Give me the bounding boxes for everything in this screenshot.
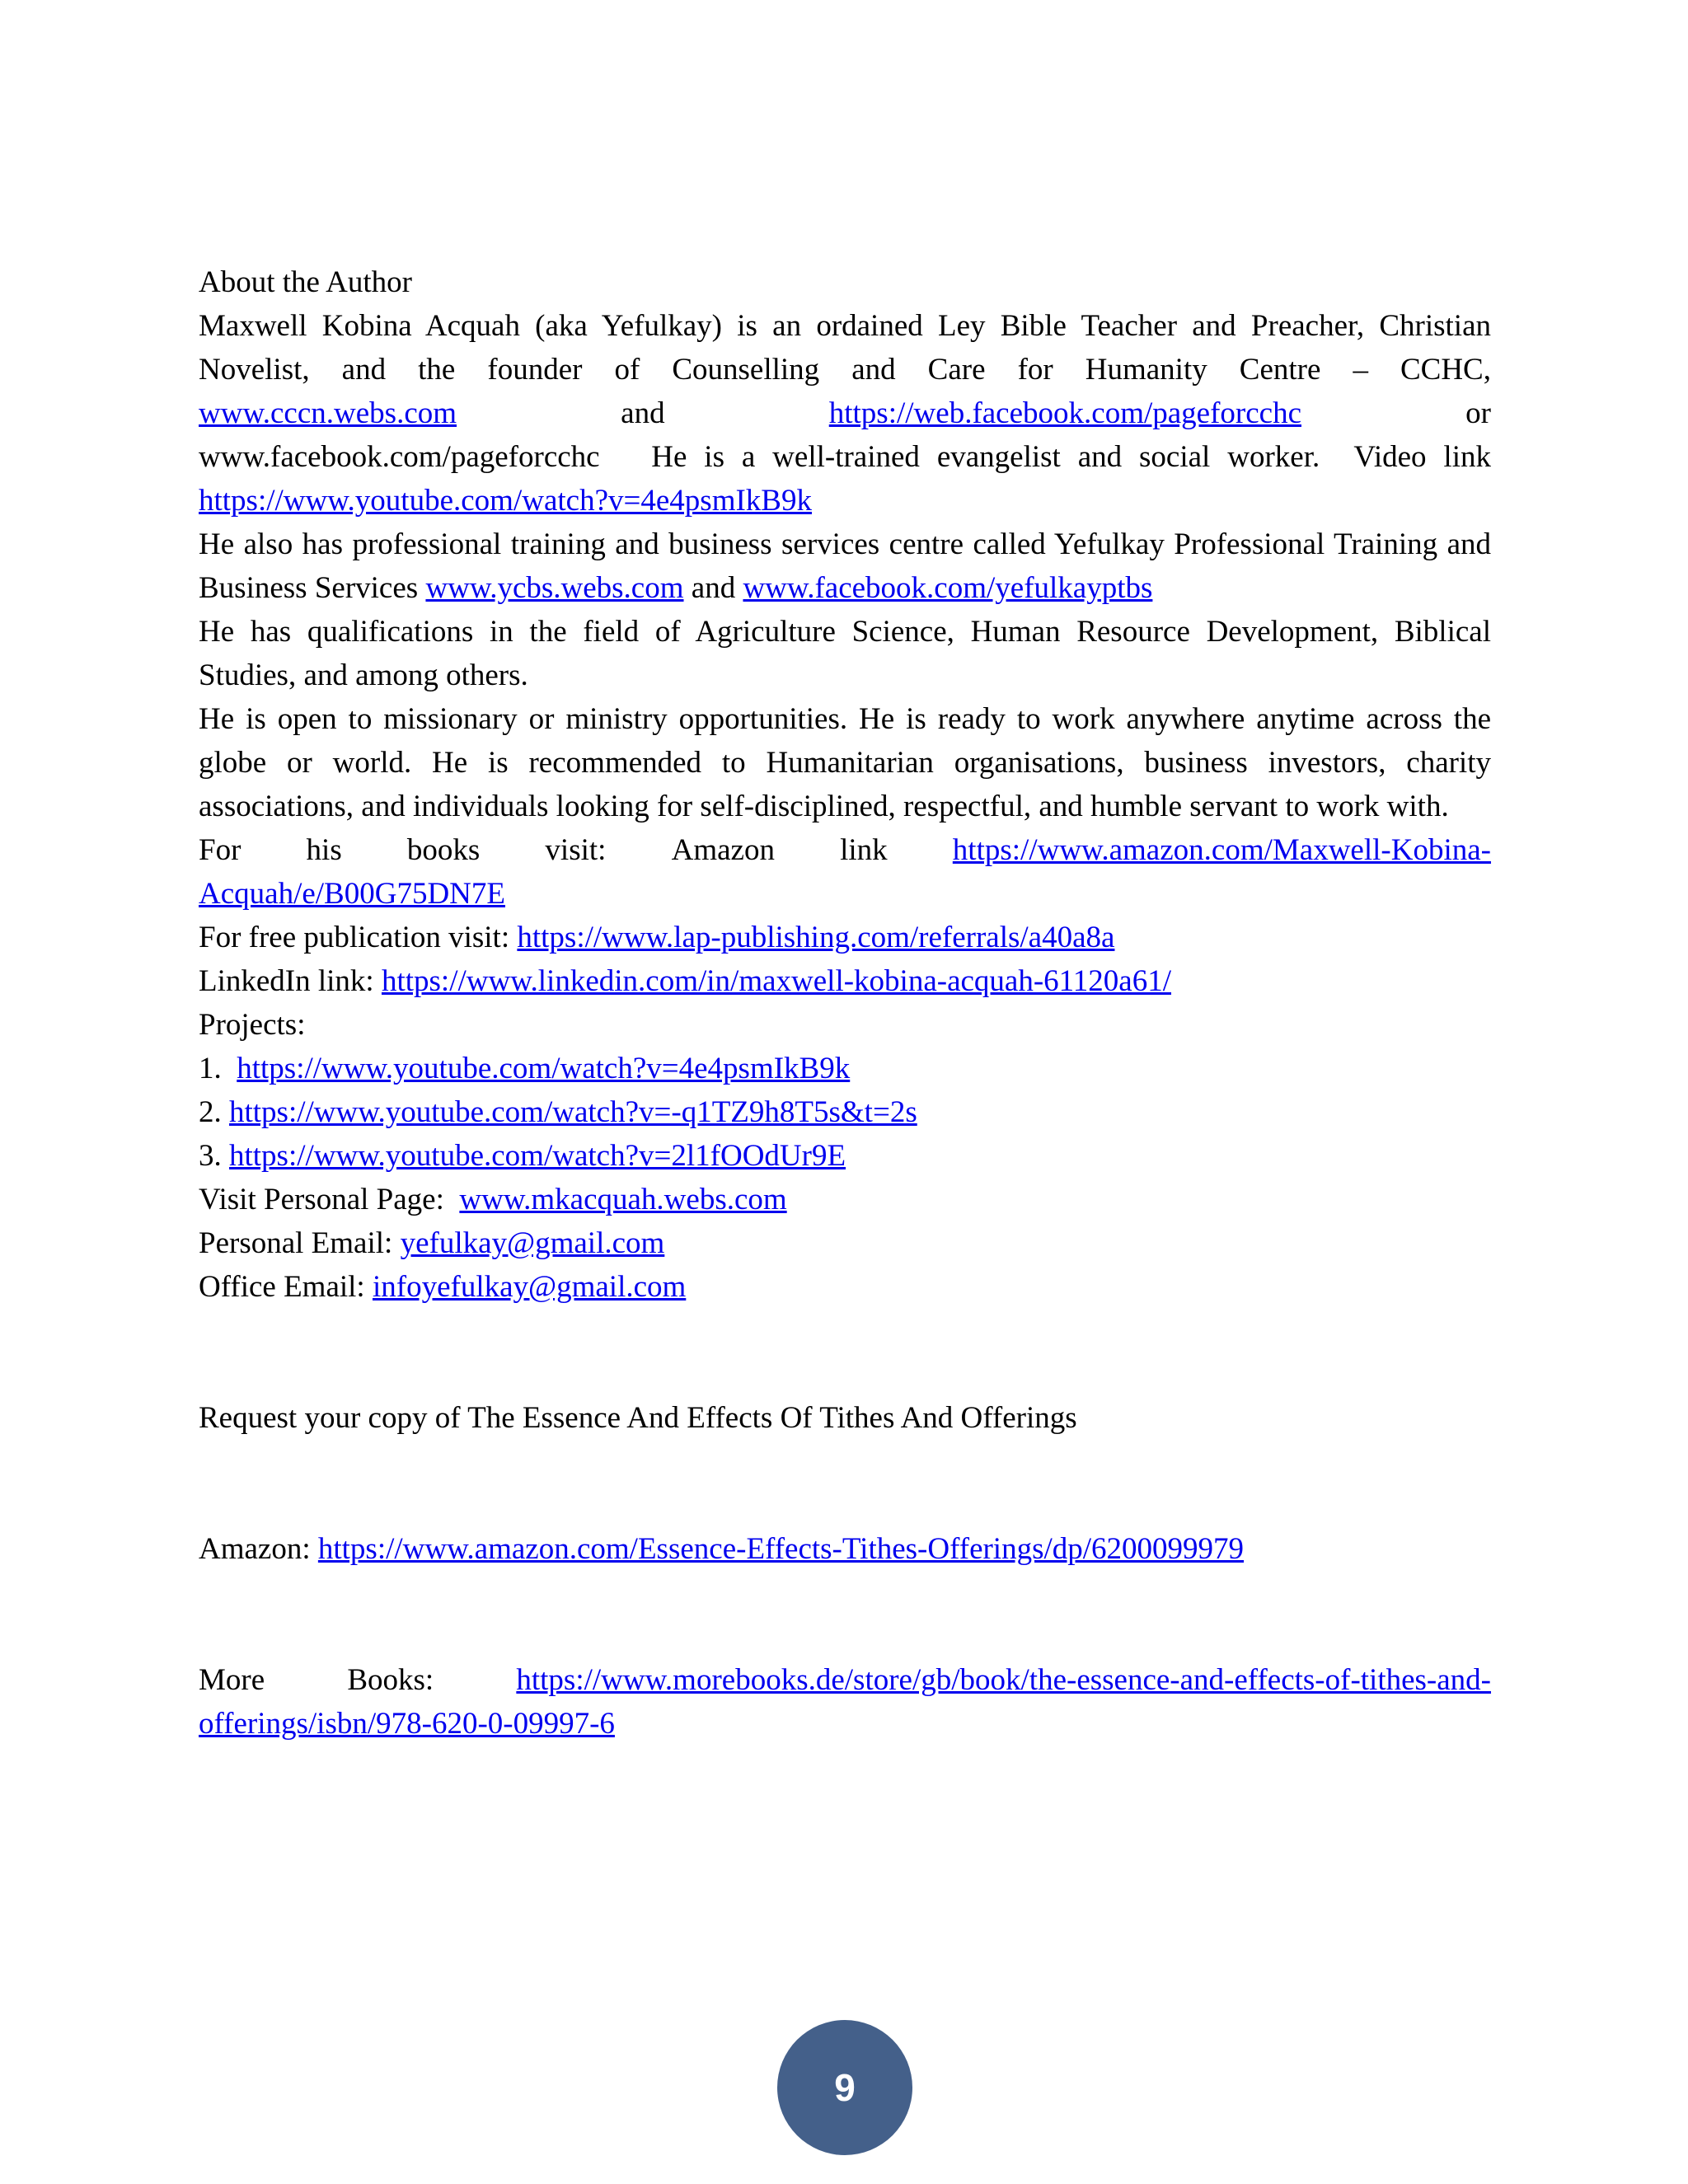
office-email-link[interactable]: infoyefulkay@gmail.com bbox=[372, 1270, 687, 1304]
cccn-link[interactable]: www.cccn.webs.com bbox=[199, 396, 457, 430]
linkedin-line bbox=[199, 959, 1491, 1003]
paragraph-text: He also has professional training and business services centre called Yefulkay Professional Training and Business Services bbox=[199, 527, 1491, 605]
video-link-line bbox=[199, 479, 1491, 523]
author-paragraph-1b bbox=[199, 435, 1491, 479]
amazon-book-line bbox=[199, 1527, 1491, 1571]
books-word: his bbox=[306, 833, 342, 867]
paragraph-text: Maxwell Kobina Acquah (aka Yefulkay) is an ordained Ley Bible Teacher and Preacher, Christian Novelist, and the founder of Counselling and Care for Humanity Centre – CCHC, bbox=[199, 309, 1491, 387]
project-link-3[interactable]: https://www.youtube.com/watch?v=2l1fOOdUr9E bbox=[229, 1139, 846, 1173]
amazon-book-link[interactable]: https://www.amazon.com/Essence-Effects-Tithes-Offerings/dp/6200099979 bbox=[317, 1532, 1245, 1566]
ycbs-link[interactable]: www.ycbs.webs.com bbox=[425, 571, 684, 605]
books-word: For bbox=[199, 833, 241, 867]
page-number-badge bbox=[777, 2020, 912, 2155]
morebooks-link-cont[interactable]: offerings/isbn/978-620-0-09997-6 bbox=[199, 1707, 615, 1741]
project-number: 3. bbox=[199, 1139, 229, 1173]
office-email-label: Office Email: bbox=[199, 1270, 373, 1304]
free-publication-line bbox=[199, 916, 1491, 959]
project-item bbox=[199, 1090, 1491, 1134]
youtube-video-link[interactable]: https://www.youtube.com/watch?v=4e4psmIkB9k bbox=[199, 484, 812, 518]
and-text: and bbox=[621, 396, 665, 430]
personal-page-line bbox=[199, 1178, 1491, 1221]
more-books-word: More bbox=[199, 1663, 265, 1697]
spacer bbox=[199, 1571, 1491, 1658]
linkedin-link[interactable]: https://www.linkedin.com/in/maxwell-kobina-acquah-61120a61/ bbox=[381, 964, 1171, 998]
amazon-author-link[interactable]: https://www.amazon.com/Maxwell-Kobina- bbox=[952, 833, 1491, 867]
personal-email-line bbox=[199, 1221, 1491, 1265]
facebook-yefulkayptbs-link[interactable]: www.facebook.com/yefulkayptbs bbox=[743, 571, 1153, 605]
books-word: visit: bbox=[545, 833, 607, 867]
author-paragraph-3: He has qualifications in the field of Agriculture Science, Human Resource Development, Biblical Studies, and among others. bbox=[199, 615, 1491, 692]
request-copy-text: Request your copy of The Essence And Effects Of Tithes And Offerings bbox=[199, 1401, 1077, 1435]
books-word: link bbox=[840, 833, 888, 867]
personal-email-link[interactable]: yefulkay@gmail.com bbox=[400, 1226, 665, 1260]
spacer bbox=[199, 1309, 1491, 1396]
page-number: 9 bbox=[834, 2066, 856, 2109]
links-line bbox=[199, 391, 1491, 435]
section-heading: About the Author bbox=[199, 265, 412, 299]
project-link-2[interactable]: https://www.youtube.com/watch?v=-q1TZ9h8T5s&t=2s bbox=[229, 1095, 917, 1129]
books-word: Amazon bbox=[671, 833, 775, 867]
project-item bbox=[199, 1047, 1491, 1090]
books-word: books bbox=[406, 833, 481, 867]
project-link-1[interactable]: https://www.youtube.com/watch?v=4e4psmIkB9k bbox=[237, 1052, 851, 1085]
amazon-author-link-cont[interactable]: Acquah/e/B00G75DN7E bbox=[199, 877, 505, 911]
books-line bbox=[199, 828, 1491, 872]
paragraph-text: www.facebook.com/pageforcchc He is a well-trained evangelist and social worker. Video link bbox=[199, 440, 1491, 474]
amazon-author-link-cont-line bbox=[199, 872, 1491, 916]
author-paragraph-4: He is open to missionary or ministry opportunities. He is ready to work anywhere anytime across the globe or world. He is recommended to Humanitarian organisations, business investors, charity associations, and individuals looking for self-disciplined, respectful, and humble servant to work with. bbox=[199, 702, 1491, 823]
linkedin-label: LinkedIn link: bbox=[199, 964, 382, 998]
facebook-pageforcchc-link[interactable]: https://web.facebook.com/pageforcchc bbox=[828, 396, 1302, 430]
projects-label: Projects: bbox=[199, 1008, 306, 1042]
morebooks-link-cont-line bbox=[199, 1702, 1491, 1746]
office-email-line bbox=[199, 1265, 1491, 1309]
author-paragraph-1 bbox=[199, 304, 1491, 391]
amazon-label: Amazon: bbox=[199, 1532, 318, 1566]
morebooks-link[interactable]: https://www.morebooks.de/store/gb/book/the-essence-and-effects-of-tithes-and- bbox=[516, 1663, 1491, 1697]
and-text: and bbox=[683, 571, 743, 605]
personal-page-link[interactable]: www.mkacquah.webs.com bbox=[459, 1183, 787, 1216]
personal-email-label: Personal Email: bbox=[199, 1226, 401, 1260]
lap-publishing-link[interactable]: https://www.lap-publishing.com/referrals/a40a8a bbox=[517, 921, 1115, 954]
project-number: 1. bbox=[199, 1052, 237, 1085]
or-text: or bbox=[1465, 396, 1491, 430]
author-paragraph-2 bbox=[199, 523, 1491, 610]
document-body bbox=[199, 260, 1491, 1746]
project-item bbox=[199, 1134, 1491, 1178]
spacer bbox=[199, 1440, 1491, 1527]
project-number: 2. bbox=[199, 1095, 229, 1129]
more-books-word: Books: bbox=[347, 1663, 434, 1697]
personal-page-label: Visit Personal Page: bbox=[199, 1183, 460, 1216]
free-publication-label: For free publication visit: bbox=[199, 921, 518, 954]
more-books-line bbox=[199, 1658, 1491, 1702]
